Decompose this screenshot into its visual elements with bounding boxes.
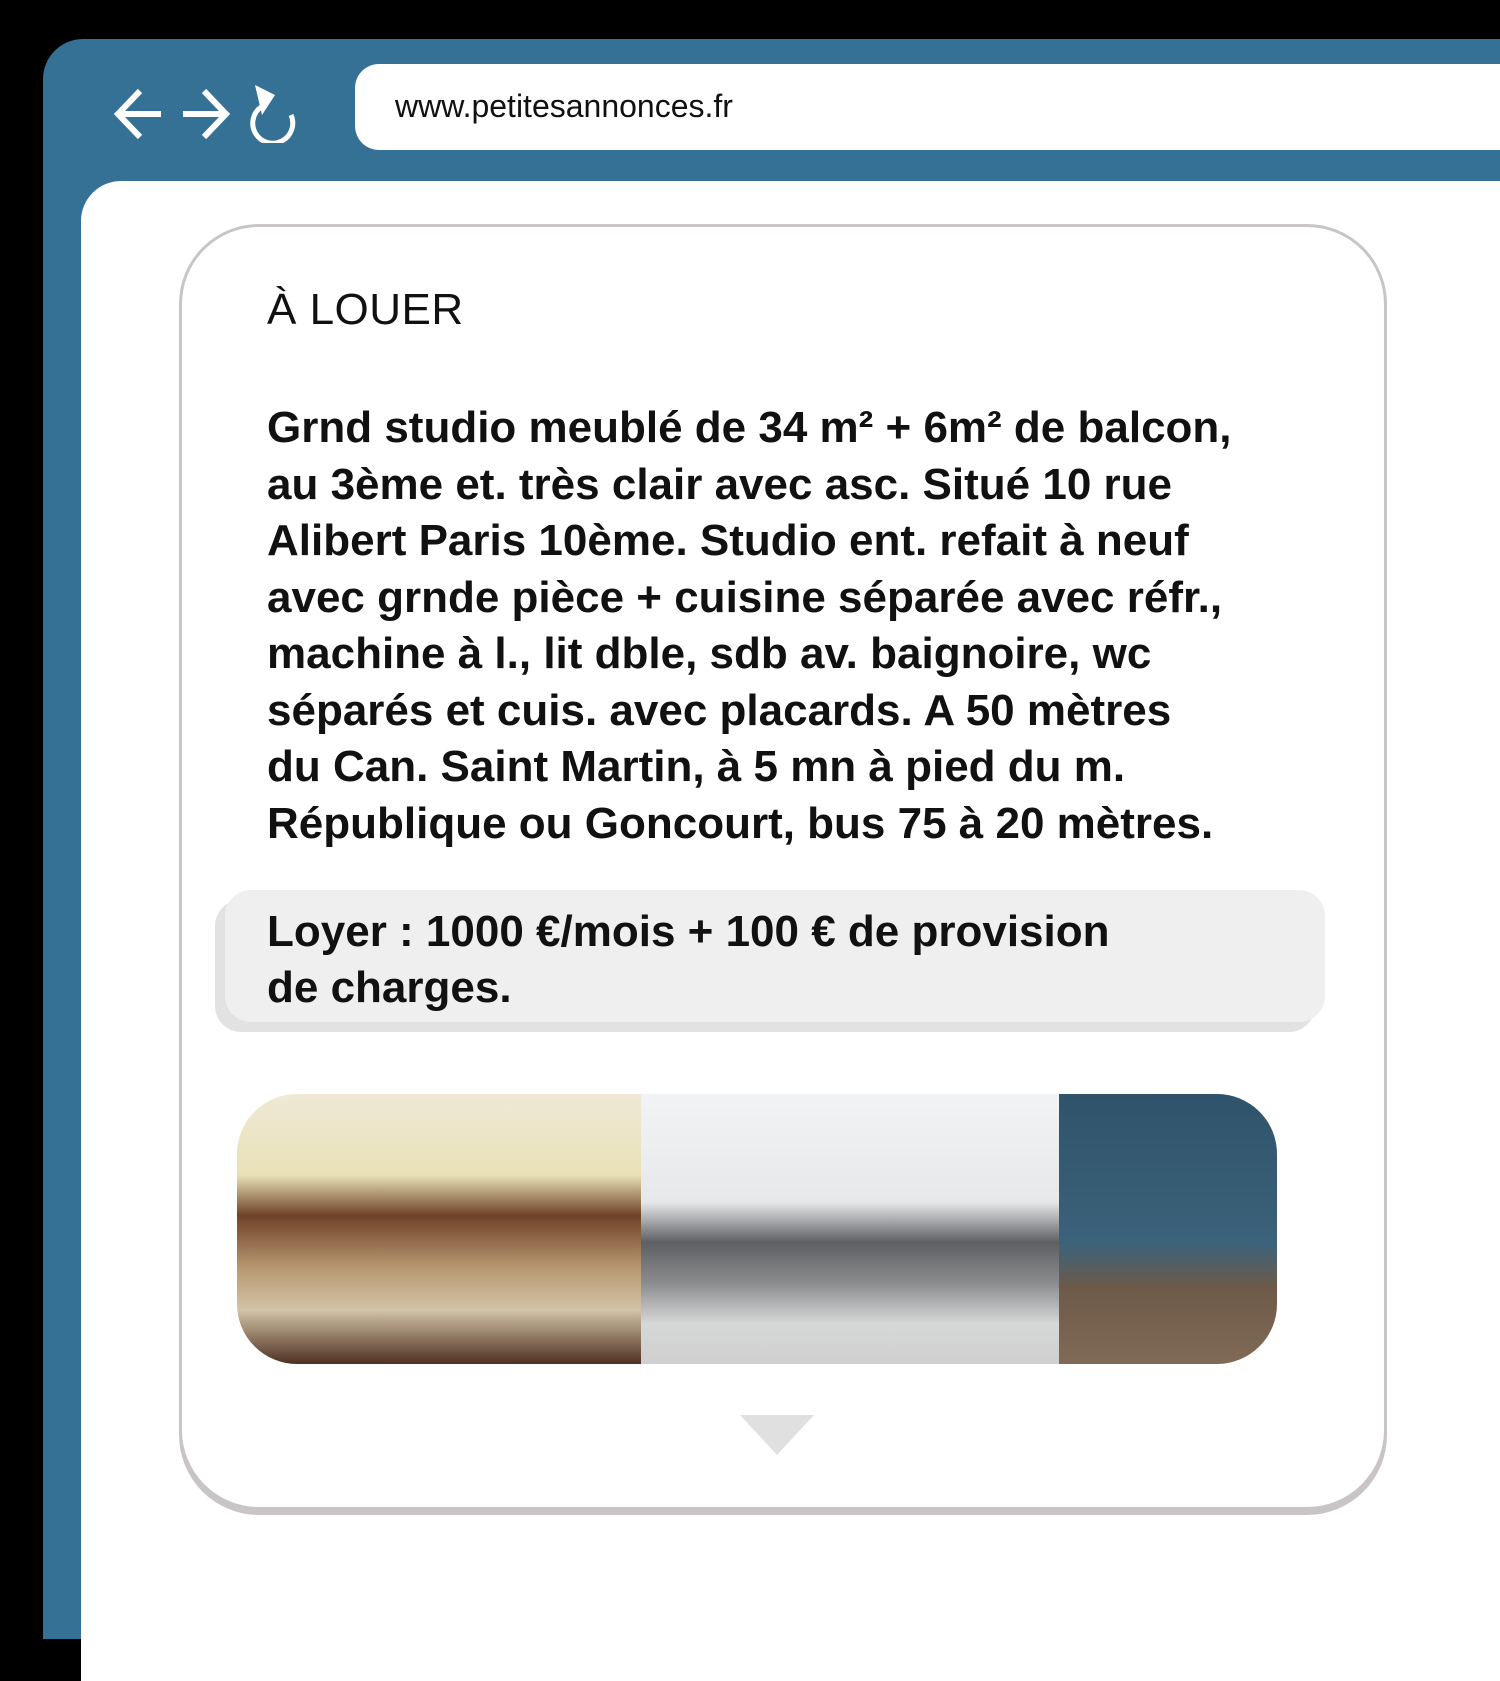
url-text[interactable]: www.petitesannonces.fr	[395, 88, 733, 124]
description-line: du Can. Saint Martin, à 5 mn à pied du m.	[267, 742, 1126, 791]
address-bar[interactable]	[355, 64, 1500, 150]
browser-nav	[113, 79, 299, 149]
listing-description	[267, 400, 1347, 852]
arrow-right-icon	[179, 87, 231, 141]
reload-icon	[245, 85, 299, 143]
listing-title: À LOUER	[267, 285, 464, 334]
forward-button[interactable]	[179, 87, 231, 141]
price-line: Loyer : 1000 €/mois + 100 € de provision	[267, 907, 1110, 956]
description-line: au 3ème et. très clair avec asc. Situé 10 rue	[267, 459, 1172, 509]
description-line: avec grnde pièce + cuisine séparée avec réfr.,	[267, 572, 1223, 622]
price-line: de charges.	[267, 963, 512, 1012]
listing-card	[179, 224, 1387, 1510]
living-room-photo[interactable]	[641, 1094, 1059, 1364]
photo-gallery	[237, 1094, 1277, 1364]
description-line: Grnd studio meublé de 34 m² + 6m² de balcon,	[267, 403, 1232, 452]
description-line: Alibert Paris 10ème. Studio ent. refait à neuf	[267, 516, 1189, 565]
price-text	[267, 904, 1110, 1016]
reload-button[interactable]	[245, 85, 299, 143]
kitchen-photo[interactable]	[237, 1094, 641, 1364]
chevron-down-icon[interactable]	[740, 1415, 814, 1455]
price-box	[225, 890, 1325, 1022]
page-content	[81, 181, 1500, 1681]
armchair-photo[interactable]	[1059, 1094, 1277, 1364]
description-line: République ou Goncourt, bus 75 à 20 mètres.	[267, 798, 1214, 848]
browser-window	[43, 39, 1500, 1639]
arrow-left-icon	[113, 87, 165, 141]
back-button[interactable]	[113, 87, 165, 141]
description-line: machine à l., lit dble, sdb av. baignoire, wc	[267, 629, 1152, 678]
description-line: séparés et cuis. avec placards. A 50 mètres	[267, 685, 1172, 735]
